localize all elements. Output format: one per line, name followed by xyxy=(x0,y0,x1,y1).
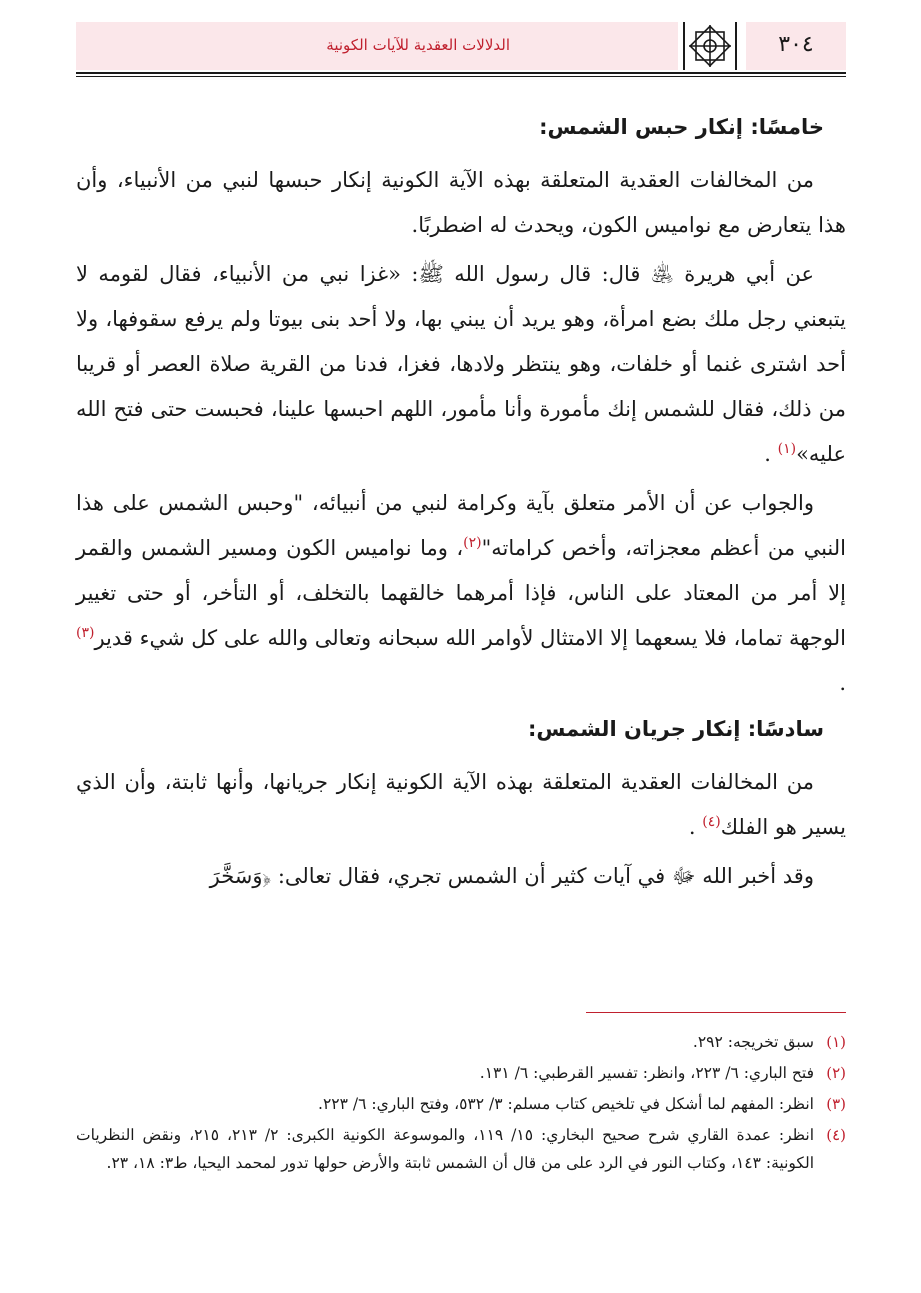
section-heading-hiding-sun: خامسًا: إنكار حبس الشمس: xyxy=(539,115,824,139)
footnote-text: فتح الباري: ٦/ ٢٢٣، وانظر: تفسير القرطبي: ٦/ ١٣١. xyxy=(479,1064,814,1082)
section-heading-sun-running: سادسًا: إنكار جريان الشمس: xyxy=(528,717,824,741)
footnote-item xyxy=(76,1090,846,1118)
footnote-marker: (٤) xyxy=(702,814,721,830)
paragraph xyxy=(76,158,846,248)
footnote-divider xyxy=(586,1012,846,1013)
header-rule xyxy=(76,72,846,74)
footnote-number: (٢) xyxy=(826,1064,846,1082)
footnote-number: (٤) xyxy=(826,1126,846,1144)
footnotes xyxy=(76,1028,846,1180)
footnote-item xyxy=(76,1121,846,1177)
header-rule-thin xyxy=(76,76,846,77)
footnote-marker: (٣) xyxy=(75,625,95,641)
footnote-text: انظر: المفهم لما أشكل في تلخيص كتاب مسلم: ٣/ ٥٣٢، وفتح الباري: ٦/ ٢٢٣. xyxy=(318,1095,814,1113)
paragraph xyxy=(76,760,846,850)
paragraph xyxy=(76,481,846,706)
paragraph xyxy=(76,252,846,477)
page-number: ٣٠٤ xyxy=(778,32,814,57)
footnote-marker: (١) xyxy=(777,441,797,457)
paragraph-text: من المخالفات العقدية المتعلقة بهذه الآية الكونية إنكار حبسها لنبي من الأنبياء، وأن هذا يتعارض مع نواميس الكون، ويحدث له اضطربًا. xyxy=(76,168,846,237)
footnote-text: سبق تخريجه: ٢٩٢. xyxy=(692,1033,814,1051)
footnote-item xyxy=(76,1028,846,1056)
paragraph-text: عن أبي هريرة ﵁ قال: قال رسول الله ﷺ: «غزا نبي من الأنبياء، فقال لقومه لا يتبعني رجل ملك بضع امرأة، وهو يريد أن يبني بها، ولا أحد بنى بيوتا ولم يرفع سقوفها، ولا أحد اشترى غنما أو خلفات، وهو ينتظر ولادها، فغزا، فدنا من القرية صلاة العصر أو قريبا من ذلك، فقال للشمس إنك مأمورة وأنا مأمور، اللهم احبسها علينا، فحبست حتى فتح الله عليه» xyxy=(76,262,846,466)
paragraph-tail: . xyxy=(839,671,846,695)
page-number-box xyxy=(746,22,846,70)
paragraph-text: من المخالفات العقدية المتعلقة بهذه الآية الكونية إنكار جريانها، وأنها ثابتة، وأن الذي يسير هو الفلك xyxy=(76,770,846,839)
running-title: الدلالات العقدية للآيات الكونية xyxy=(326,36,510,54)
page-header xyxy=(76,22,846,70)
paragraph-tail: . xyxy=(764,442,771,466)
footnote-item xyxy=(76,1059,846,1087)
paragraph-text: والجواب عن أن الأمر متعلق بآية وكرامة لنبي من أنبيائه، "وحبس الشمس على هذا النبي من أعظم معجزاته، وأخص كراماته" xyxy=(76,491,846,560)
footnote-number: (١) xyxy=(826,1033,846,1051)
footnote-text: انظر: عمدة القاري شرح صحيح البخاري: ١٥/ ١١٩، والموسوعة الكونية الكبرى: ٢/ ٢١٣، ٢١٥، ونقض النظريات الكونية: ١٤٣، وكتاب النور في الرد على من قال أن الشمس ثابتة والأرض حولها تدور لمحمد اليحيا، ط٣: ١٨، ٢٣. xyxy=(76,1126,815,1172)
paragraph xyxy=(76,854,846,899)
running-title-band xyxy=(76,22,678,70)
footnote-marker: (٢) xyxy=(463,535,482,551)
islamic-star-ornament-icon xyxy=(680,22,740,70)
footnote-number: (٣) xyxy=(826,1095,846,1113)
paragraph-tail: . xyxy=(688,815,696,839)
paragraph-text: وقد أخبر الله ﷻ في آيات كثير أن الشمس تجري، فقال تعالى: ﴿وَسَخَّرَ xyxy=(209,864,814,888)
paragraph-text-cont: ، وما نواميس الكون ومسير الشمس والقمر إلا أمر من المعتاد على الناس، فإذا أمرهما خالقهما بالتخلف، أو التأخر، أو حتى تغيير الوجهة تماما، فلا يسعهما إلا الامتثال لأوامر الله سبحانه وتعالى والله على كل شيء قدير xyxy=(76,536,846,650)
page-body xyxy=(76,104,846,903)
